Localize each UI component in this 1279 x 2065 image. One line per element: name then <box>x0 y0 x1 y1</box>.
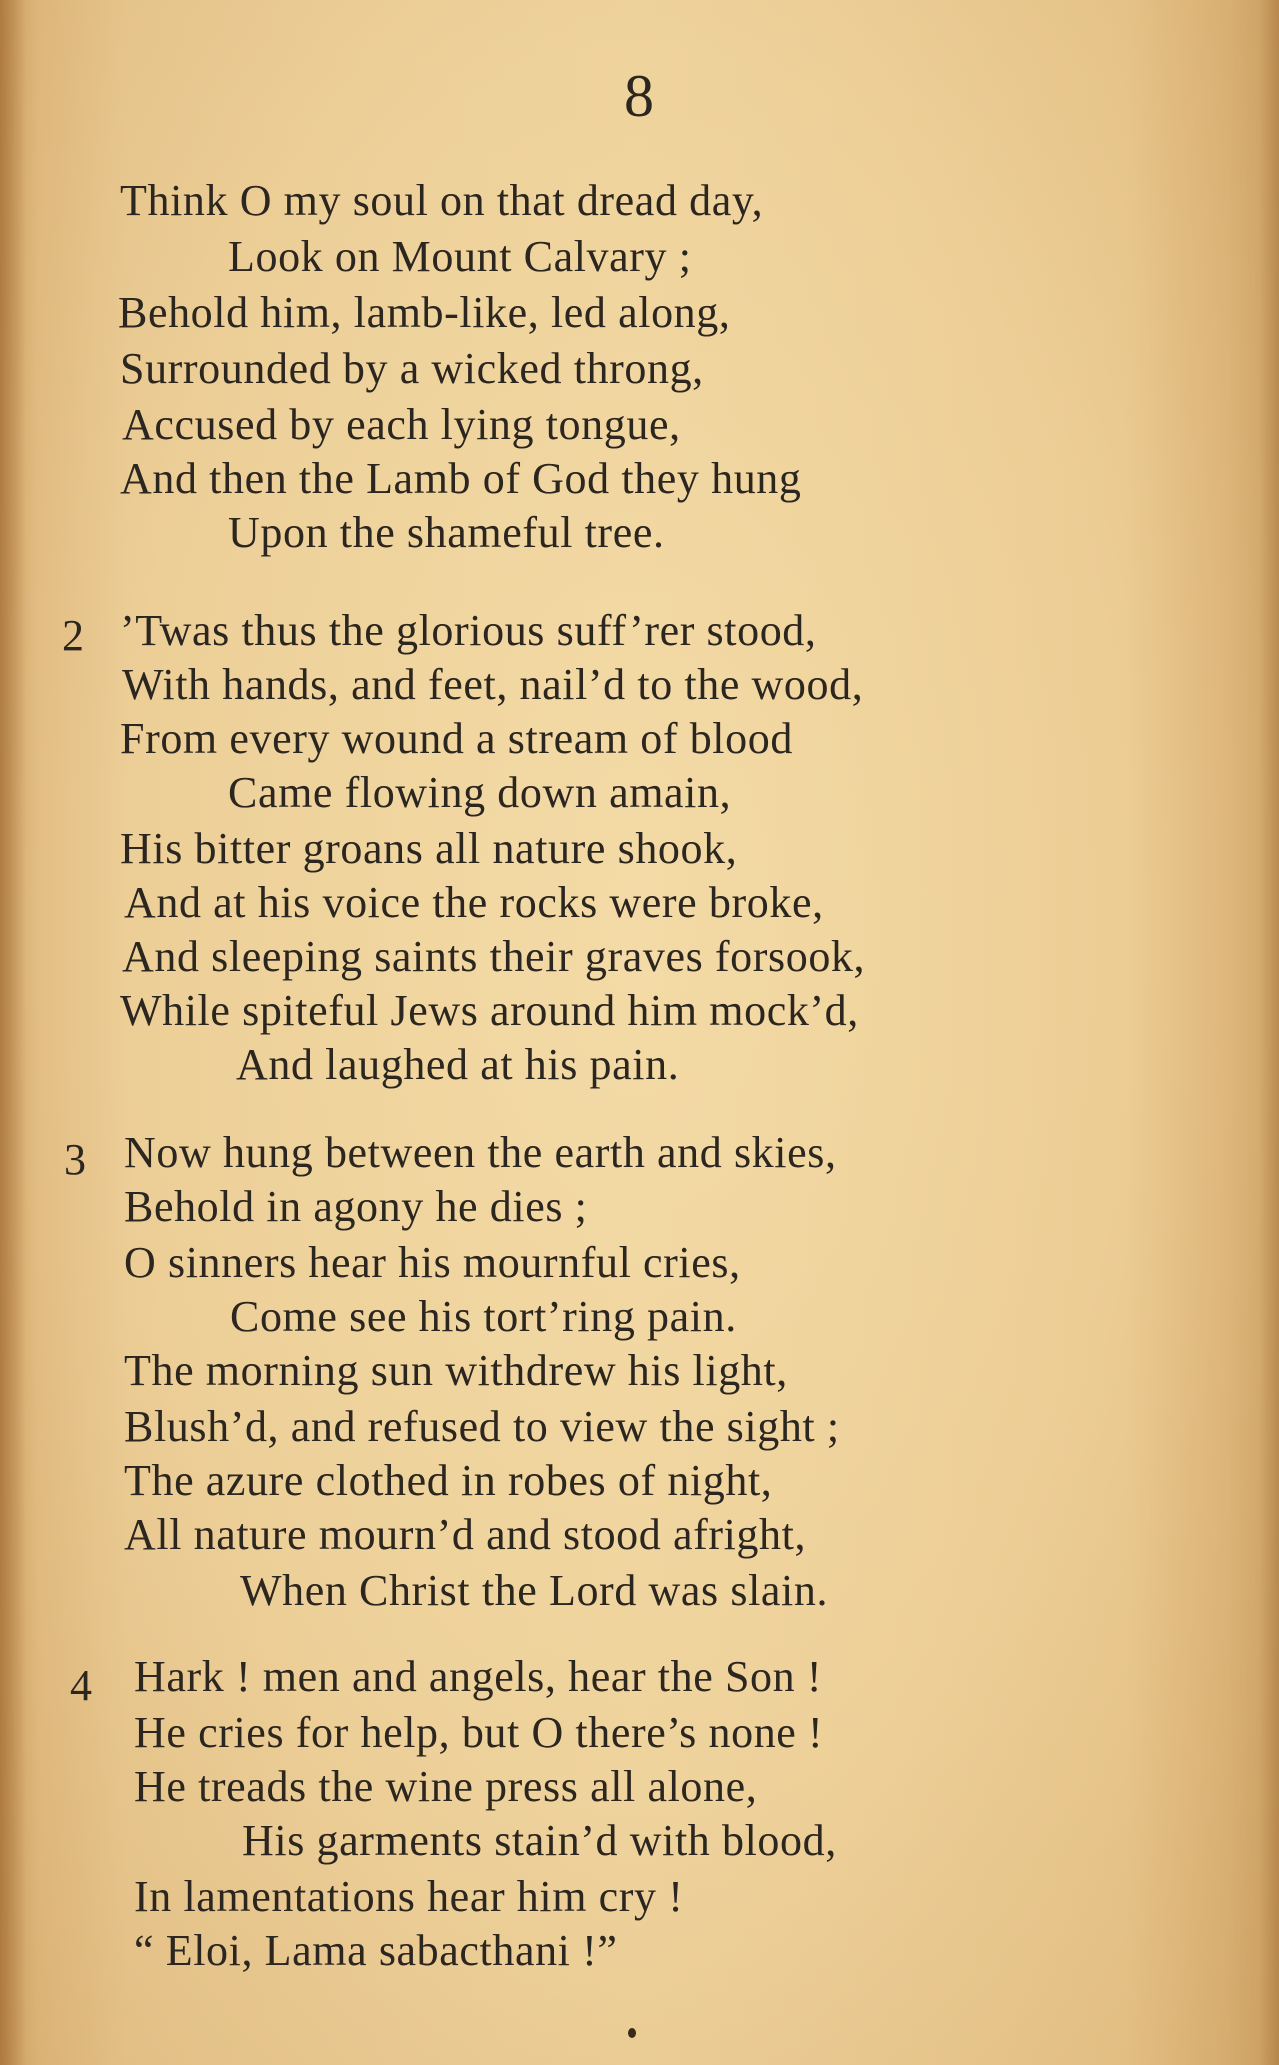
poem-line: Surrounded by a wicked throng, <box>120 344 704 393</box>
poem-line: He cries for help, but O there’s none ! <box>134 1708 824 1757</box>
poem-line: Come see his tort’ring pain. <box>230 1292 737 1341</box>
poem-line: Upon the shameful tree. <box>228 508 665 557</box>
poem-line: Think O my soul on that dread day, <box>120 176 764 225</box>
poem-line: From every wound a stream of blood <box>120 714 793 763</box>
poem-line: While spiteful Jews around him mock’d, <box>120 986 859 1035</box>
poem-line: In lamentations hear him cry ! <box>134 1872 684 1921</box>
poem-line: And sleeping saints their graves forsook, <box>122 932 866 981</box>
poem-line: Blush’d, and refused to view the sight ; <box>124 1402 840 1451</box>
poem-line: With hands, and feet, nail’d to the wood, <box>122 660 864 709</box>
poem-line: He treads the wine press all alone, <box>134 1762 758 1811</box>
poem-line: The azure clothed in robes of night, <box>124 1456 773 1505</box>
poem-line: Now hung between the earth and skies, <box>124 1128 837 1177</box>
poem-line: Came flowing down amain, <box>228 768 732 817</box>
poem-line: His garments stain’d with blood, <box>242 1816 837 1865</box>
poem-line: All nature mourn’d and stood afright, <box>124 1510 807 1559</box>
page-number: 8 <box>624 63 655 129</box>
stanza-number: 4 <box>70 1661 92 1710</box>
poem-line: O sinners hear his mournful cries, <box>124 1238 741 1287</box>
poem-line: And laughed at his pain. <box>236 1040 680 1089</box>
poem-line: His bitter groans all nature shook, <box>120 824 738 873</box>
poem-line: Behold in agony he dies ; <box>124 1182 588 1231</box>
poem-line: And then the Lamb of God they hung <box>120 454 802 503</box>
poem-line: Accused by each lying tongue, <box>122 400 681 449</box>
poem-line: The morning sun withdrew his light, <box>124 1346 788 1395</box>
poem-line: Behold him, lamb-like, led along, <box>118 288 731 337</box>
poem-line: And at his voice the rocks were broke, <box>124 878 824 927</box>
poem-line: ’Twas thus the glorious suff’rer stood, <box>120 606 817 655</box>
poem-line: When Christ the Lord was slain. <box>240 1566 829 1615</box>
page-edge-right <box>1259 0 1279 2065</box>
stanza-number: 2 <box>62 611 84 660</box>
poem-line: “ Eloi, Lama sabacthani !” <box>134 1926 618 1975</box>
poem-line: Look on Mount Calvary ; <box>228 232 692 281</box>
ink-speck <box>628 2028 636 2038</box>
page-edge-left <box>0 0 26 2065</box>
poem-line: Hark ! men and angels, hear the Son ! <box>134 1652 823 1701</box>
stanza-number: 3 <box>64 1135 86 1184</box>
